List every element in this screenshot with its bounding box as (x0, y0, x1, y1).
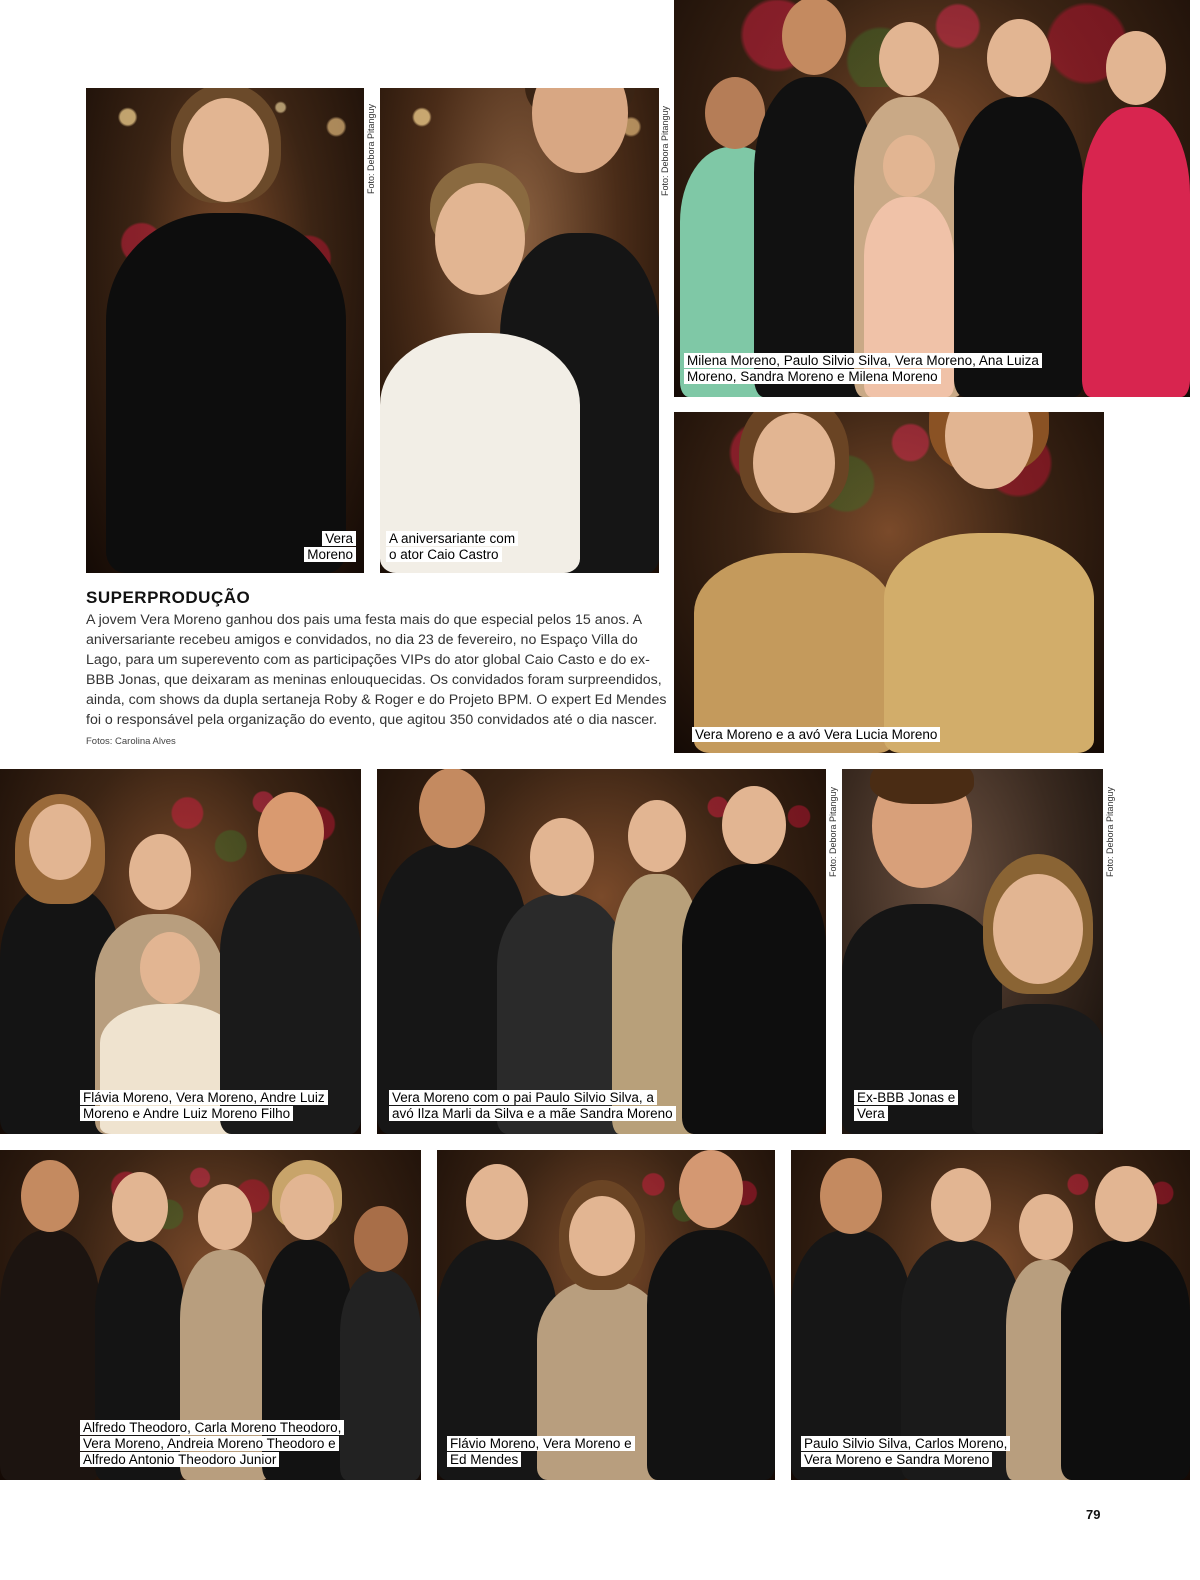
article-title: SUPERPRODUÇÃO (86, 588, 251, 607)
photo-caption: Ex-BBB Jonas e Vera (854, 1074, 958, 1122)
photo-vera-parents (377, 769, 826, 1134)
photo-caption: Flávia Moreno, Vera Moreno, Andre Luiz Moreno e Andre Luiz Moreno Filho (80, 1074, 328, 1122)
photo-caption: Flávio Moreno, Vera Moreno e Ed Mendes (447, 1420, 635, 1468)
photo-flavia-family (0, 769, 361, 1134)
photo-caption: Vera Moreno e a avó Vera Lucia Moreno (692, 711, 940, 743)
article-text: A jovem Vera Moreno ganhou dos pais uma festa mais do que especial pelos 15 anos. A aniversariante recebeu amigos e convidados, no dia 23 de fevereiro, no Espaço Villa do Lago, para um superevento com as participações VIPs do ator global Caio Casto e do ex-BBB Jonas, que deixaram as meninas enlouquecidas. Os convidados foram surpreendidos, ainda, com shows da dupla sertaneja Roby & Roger e do Projeto BPM. O expert Ed Mendes foi o responsável pela organização do evento, que agitou 350 convidados até o dia nascer. (86, 612, 667, 728)
photo-credit: Foto: Debora Pitanguy (366, 103, 376, 194)
photo-credit: Foto: Debora Pitanguy (828, 786, 838, 877)
photo-caption: A aniversariante com o ator Caio Castro (386, 515, 518, 563)
photo-jonas-vera (842, 769, 1103, 1134)
photo-credit: Foto: Debora Pitanguy (660, 105, 670, 196)
photo-caption: Paulo Silvio Silva, Carlos Moreno, Vera Moreno e Sandra Moreno (801, 1420, 1010, 1468)
photo-caio-castro (380, 88, 659, 573)
page-number: 79 (1086, 1507, 1101, 1522)
article-photo-credit: Fotos: Carolina Alves (86, 736, 176, 747)
photo-caption: Vera Moreno com o pai Paulo Silvio Silva, a avó Ilza Marli da Silva e a mãe Sandra Moreno (389, 1074, 676, 1122)
article-body (86, 610, 674, 752)
photo-vera-grandmother (674, 412, 1104, 753)
photo-paulo-carlos (791, 1150, 1190, 1480)
photo-caption: Milena Moreno, Paulo Silvio Silva, Vera Moreno, Ana Luiza Moreno, Sandra Moreno e Milena Moreno (684, 337, 1042, 385)
photo-family-group (674, 0, 1190, 397)
photo-flavio-ed (437, 1150, 775, 1480)
photo-vera-moreno (86, 88, 364, 573)
photo-caption: Vera Moreno (304, 515, 356, 563)
photo-credit: Foto: Debora Pitanguy (1105, 786, 1115, 877)
article (86, 588, 674, 752)
photo-caption: Alfredo Theodoro, Carla Moreno Theodoro, Vera Moreno, Andreia Moreno Theodoro e Alfredo Antonio Theodoro Junior (80, 1404, 344, 1468)
photo-theodoro-family (0, 1150, 421, 1480)
